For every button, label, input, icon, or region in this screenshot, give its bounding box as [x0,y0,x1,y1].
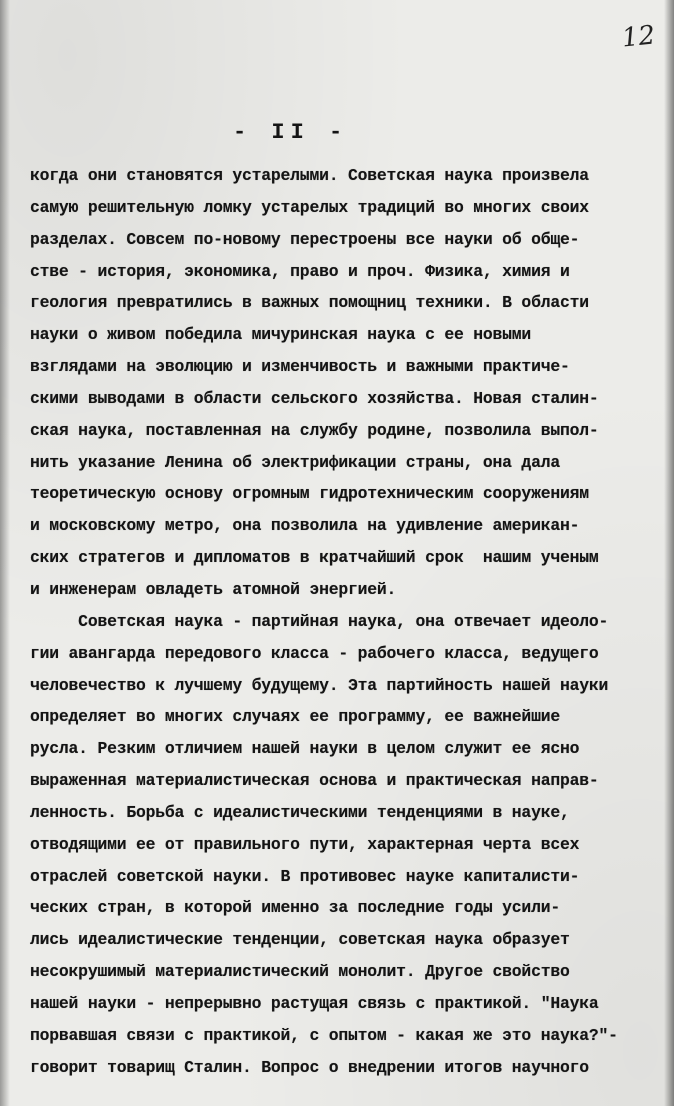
text-line: определяет во многих случаях ее программу, ее важнейшие [30,707,560,727]
scan-edge-left [0,0,10,1106]
text-line: выраженная материалистическая основа и практическая направ- [30,771,599,791]
text-line: ских стратегов и дипломатов в кратчайший срок нашим ученым [30,548,599,568]
text-line: ческих стран, в которой именно за последние годы усили- [30,898,560,918]
text-line: и московскому метро, она позволила на удивление американ- [30,516,580,536]
text-line: науки о живом победила мичуринская наука с ее новыми [30,325,532,345]
handwritten-page-number: 12 [620,20,657,54]
body-text [30,160,670,1083]
text-line: теоретическую основу огромным гидротехническим сооружениям [30,484,589,504]
text-line: геология превратились в важных помощниц техники. В области [30,293,589,313]
text-line: несокрушимый материалистический монолит. Другое свойство [30,962,570,982]
text-line: разделах. Совсем по-новому перестроены все науки об обще- [30,229,580,249]
text-line: самую решительную ломку устарелых традиций во многих своих [30,197,589,217]
text-line: скими выводами в области сельского хозяйства. Новая сталин- [30,388,599,408]
text-line: говорит товарищ Сталин. Вопрос о внедрении итогов научного [30,1057,589,1077]
text-line: взглядами на эволюцию и изменчивость и важными практиче- [30,357,570,377]
text-line: Советская наука - партийная наука, она отвечает идеоло- [30,611,609,631]
text-line: ленность. Борьба с идеалистическими тенденциями в науке, [30,802,570,822]
page-number: - II - [233,120,349,145]
text-line: отраслей советской науки. В противовес науке капиталисти- [30,866,580,886]
text-line: отводящими ее от правильного пути, характерная черта всех [30,834,580,854]
text-line: нить указание Ленина об электрификации страны, она дала [30,452,560,472]
text-line: когда они становятся устарелыми. Советская наука произвела [30,166,589,185]
text-line: нашей науки - непрерывно растущая связь с практикой. "Наука [30,993,599,1013]
text-line: ская наука, поставленная на службу родине, позволила выпол- [30,420,599,440]
text-line: человечество к лучшему будущему. Эта партийность нашей науки [30,675,609,695]
text-line: русла. Резким отличием нашей науки в целом служит ее ясно [30,739,580,759]
text-line: порвавшая связи с практикой, с опытом - какая же это наука?"- [30,1025,618,1045]
text-line: гии авангарда передового класса - рабочего класса, ведущего [30,643,599,663]
text-line: и инженерам овладеть атомной энергией. [30,579,397,599]
text-line: стве - история, экономика, право и проч. Физика, химия и [30,261,570,281]
text-line: лись идеалистические тенденции, советская наука образует [30,930,570,950]
